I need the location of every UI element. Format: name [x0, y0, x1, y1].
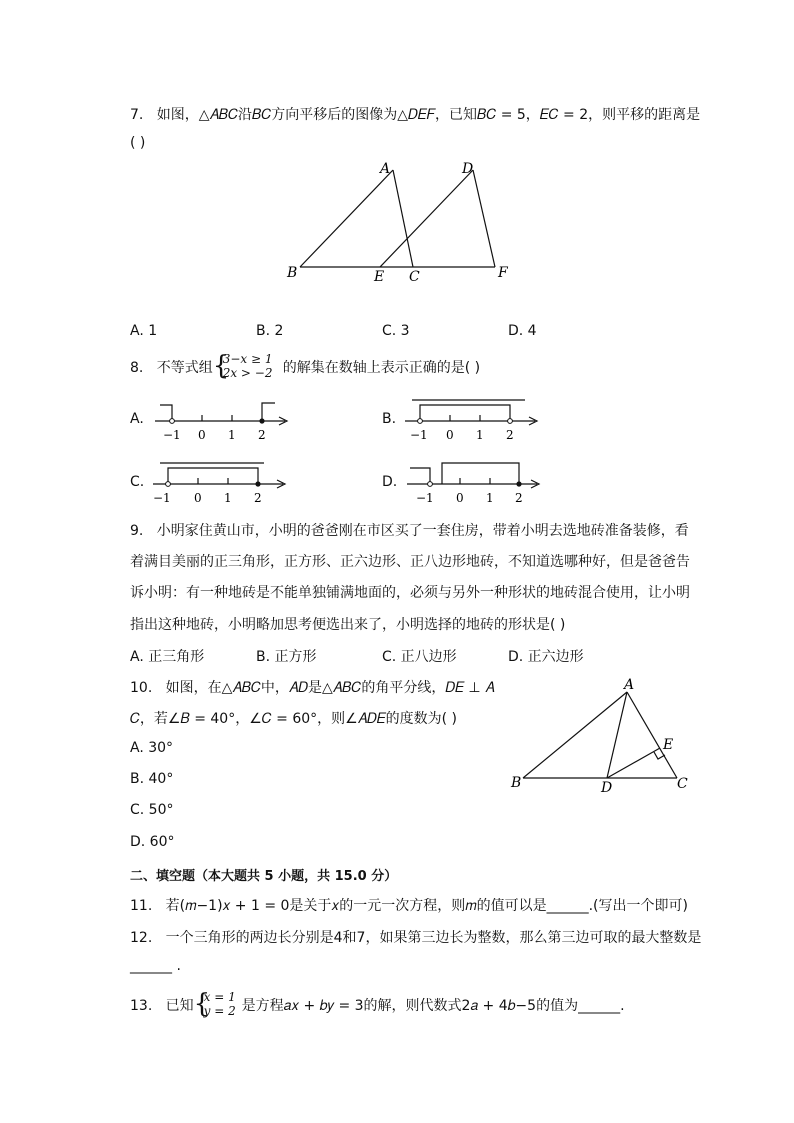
- q13-number: 13.: [130, 998, 153, 1014]
- tick-label: 2: [515, 491, 523, 505]
- q10-number: 10.: [130, 680, 153, 696]
- q9-option-d: D. 正六边形: [508, 649, 584, 665]
- q10-option-d: D. 60°: [130, 834, 175, 850]
- label-A: A: [624, 677, 635, 693]
- side-AC: [627, 692, 677, 778]
- label-A: A: [380, 161, 391, 177]
- tick-label: 2: [258, 428, 266, 442]
- q12-line-1: 12. 一个三角形的两边长分别是4和7，如果第三边长为整数，那么第三边可取的最大整数是: [130, 930, 702, 946]
- q13-equation-1: 𝑥 = 1: [203, 990, 236, 1004]
- tick-label: −1: [163, 428, 181, 442]
- q8-prefix: 不等式组: [156, 360, 213, 376]
- tick-label: 1: [224, 491, 232, 505]
- q13-equation-system: { 𝑥 = 1 𝑦 = 2: [193, 989, 236, 1019]
- perpendicular-DE: [607, 748, 660, 778]
- tick-label: −1: [153, 491, 171, 505]
- q12-number: 12.: [130, 930, 153, 946]
- side-DF: [473, 170, 495, 267]
- label-C: C: [677, 776, 688, 792]
- tick-label: 1: [486, 491, 494, 505]
- q9-number: 9.: [130, 523, 144, 539]
- q11-stem: 11. 若(𝑚−1)𝑥 + 1 = 0是关于𝑥的一元一次方程，则𝑚的值可以是______.(写出一个即可): [130, 898, 688, 914]
- q8-inequality-system: { 3−𝑥 ≥ 1 2𝑥 > −2: [212, 351, 273, 381]
- q7-option-d: D. 4: [508, 323, 537, 339]
- side-AC: [393, 170, 413, 267]
- q8-inequality-2: 2𝑥 > −2: [222, 366, 273, 380]
- label-C: C: [409, 269, 420, 285]
- q7-text: 如图，△𝐴𝐵𝐶沿𝐵𝐶方向平移后的图像为△𝐷𝐸𝐹，已知𝐵𝐶 = 5，𝐸𝐶 = 2，则平移的距离是: [156, 107, 701, 123]
- q9-option-b: B. 正方形: [256, 649, 317, 665]
- q7-option-b: B. 2: [256, 323, 284, 339]
- section-2-heading: 二、填空题（本大题共 5 小题，共 15.0 分）: [130, 869, 398, 884]
- q10-figure: [505, 675, 705, 800]
- q13-prefix: 已知: [165, 998, 194, 1014]
- q12-line-2: ______ .: [130, 958, 181, 974]
- q8-number: 8.: [130, 360, 144, 376]
- label-E: E: [663, 737, 674, 753]
- label-D: D: [601, 780, 613, 796]
- q9-line-2: 着满目美丽的正三角形，正方形、正六边形、正八边形地砖，不知道选哪种好，但是爸爸告: [130, 554, 690, 570]
- tick-label: 0: [198, 428, 206, 442]
- label-B: B: [287, 265, 298, 281]
- q9-line-3: 诉小明：有一种地砖是不能单独铺满地面的，必须与另外一种形状的地砖混合使用，让小明: [130, 585, 690, 601]
- tick-label: 1: [228, 428, 236, 442]
- label-F: F: [498, 265, 508, 281]
- bisector-AD: [607, 692, 627, 778]
- tick-label: 0: [446, 428, 454, 442]
- q7-number: 7.: [130, 107, 144, 123]
- side-AB: [300, 170, 393, 267]
- q10-option-a: A. 30°: [130, 740, 174, 756]
- side-AB: [523, 692, 627, 778]
- q9-option-a: A. 正三角形: [130, 649, 205, 665]
- q8-option-b-label: B.: [382, 411, 397, 427]
- q8-number-line-c: [148, 456, 298, 506]
- q10-line-1: 10. 如图，在△𝐴𝐵𝐶中，𝐴𝐷是△𝐴𝐵𝐶的角平分线，𝐷𝐸 ⊥ 𝐴: [130, 680, 495, 696]
- q8-option-d-label: D.: [382, 474, 398, 490]
- q8-number-line-b: [400, 393, 550, 443]
- label-E: E: [374, 269, 385, 285]
- q8-inequality-1: 3−𝑥 ≥ 1: [222, 352, 273, 366]
- tick-label: 2: [506, 428, 514, 442]
- tick-label: −1: [410, 428, 428, 442]
- tick-label: −1: [416, 491, 434, 505]
- tick-label: 0: [194, 491, 202, 505]
- q7-answer-paren: ( ): [130, 135, 146, 151]
- side-DE: [380, 170, 473, 267]
- label-B: B: [511, 775, 522, 791]
- q8-option-c-label: C.: [130, 474, 145, 490]
- q8-option-a-label: A.: [130, 411, 144, 427]
- q7-option-c: C. 3: [382, 323, 410, 339]
- tick-label: 0: [456, 491, 464, 505]
- q10-line-2: 𝐶，若∠𝐵 = 40°，∠𝐶 = 60°，则∠𝐴𝐷𝐸的度数为( ): [130, 711, 458, 727]
- q8-number-line-d: [402, 456, 552, 506]
- q7-stem: [130, 104, 700, 124]
- q11-number: 11.: [130, 898, 153, 914]
- q7-figure: [280, 155, 520, 290]
- q7-option-a: A. 1: [130, 323, 158, 339]
- q13-equation-2: 𝑦 = 2: [203, 1004, 236, 1018]
- q8-number-line-a: [150, 393, 300, 443]
- q9-line-1: 9. 小明家住黄山市，小明的爸爸刚在市区买了一套住房，带着小明去选地砖准备装修，看: [130, 523, 689, 539]
- q10-option-c: C. 50°: [130, 802, 174, 818]
- q9-line-4: 指出这种地砖，小明略加思考便选出来了，小明选择的地砖的形状是( ): [130, 617, 566, 633]
- right-angle-mark: [654, 752, 665, 759]
- q10-option-b: B. 40°: [130, 771, 174, 787]
- q8-suffix: 的解集在数轴上表示正确的是( ): [282, 360, 481, 376]
- tick-label: 2: [254, 491, 262, 505]
- q13-suffix: 是方程𝑎𝑥 + 𝑏𝑦 = 3的解，则代数式2𝑎 + 4𝑏−5的值为______.: [241, 998, 625, 1014]
- label-D: D: [462, 161, 474, 177]
- q13-stem: [130, 989, 625, 1020]
- q8-stem: [130, 351, 481, 382]
- tick-label: 1: [476, 428, 484, 442]
- q9-option-c: C. 正八边形: [382, 649, 457, 665]
